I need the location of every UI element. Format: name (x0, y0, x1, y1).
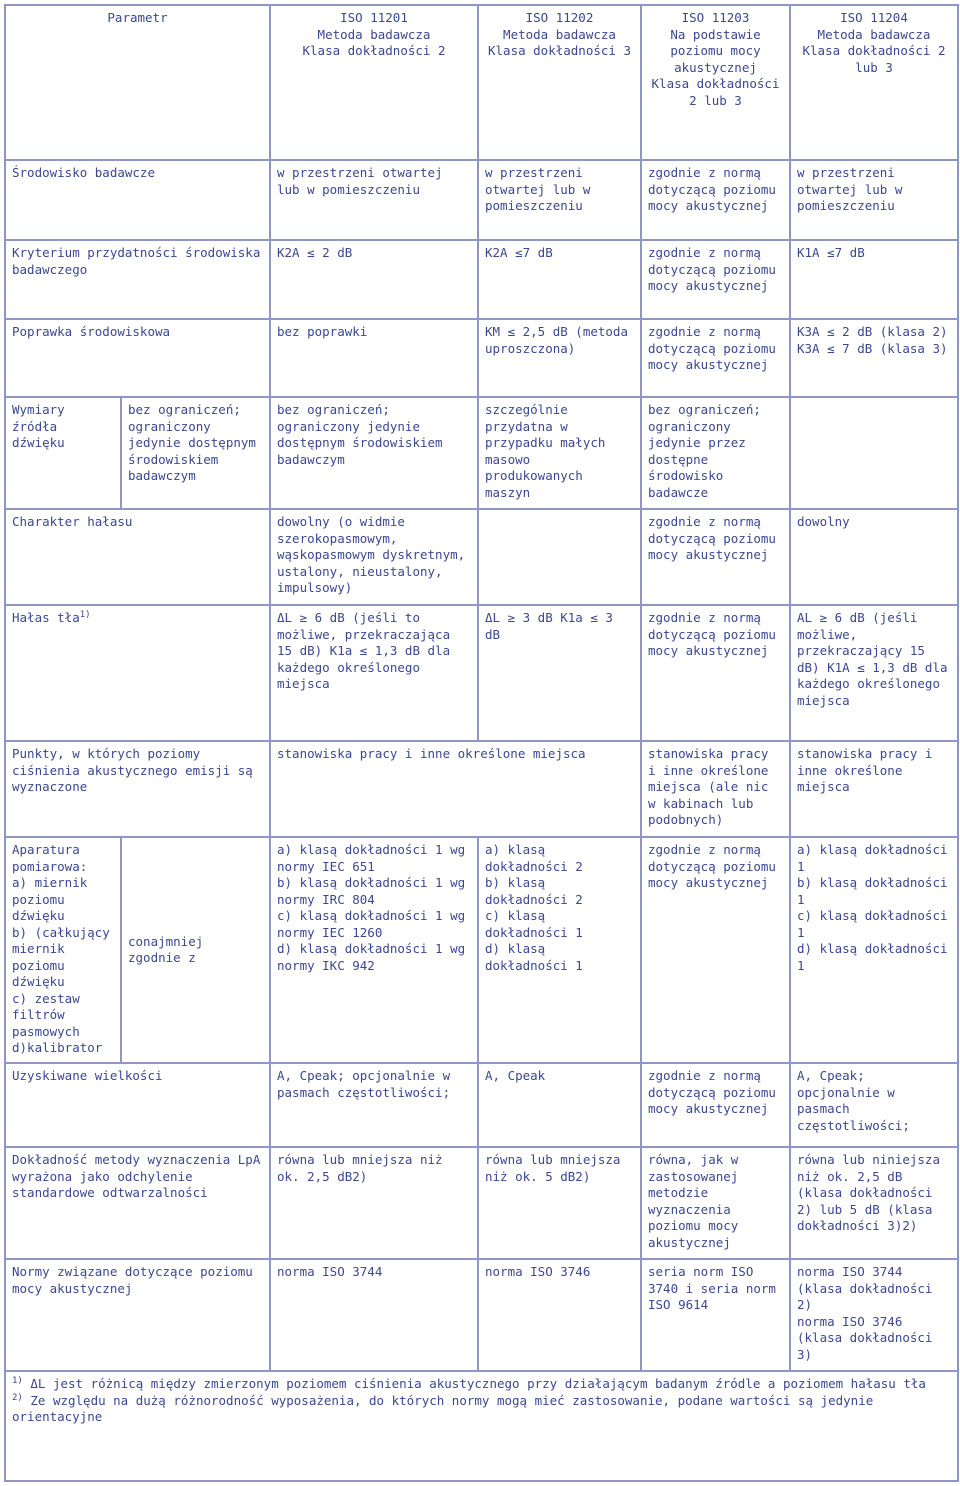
cell: seria norm ISO 3740 i seria norm ISO 9614 (641, 1259, 790, 1371)
row-label: Uzyskiwane wielkości (5, 1063, 270, 1147)
cell: A, Cpeak (478, 1063, 641, 1147)
cell: AL ≥ 6 dB (jeśli możliwe, przekraczający 15 dB) K1A ≤ 1,3 dB dla każdego określonego miejsca (790, 605, 958, 741)
footnote-2-mark: 2) (12, 1392, 23, 1403)
footnotes-row (5, 1371, 958, 1481)
cell: bez ograniczeń; ograniczony jedynie dostępnym środowiskiem badawczym (270, 397, 478, 509)
footnote-1-text: ΔL jest różnicą między zmierzonym poziomem ciśnienia akustycznego przy działającym badanym źródle a poziomem hałasu tła (30, 1376, 926, 1391)
cell: ΔL ≥ 3 dB K1a ≤ 3 dB (478, 605, 641, 741)
footnote-1 (12, 1376, 951, 1393)
cell: stanowiska pracy i inne określone miejsca (790, 741, 958, 837)
cell: zgodnie z normą dotyczącą poziomu mocy akustycznej (641, 509, 790, 605)
row-label: Kryterium przydatności środowiska badawczego (5, 240, 270, 319)
row-label: Środowisko badawcze (5, 160, 270, 240)
cell: bez ograniczeń; ograniczony jedynie przez dostępne środowisko badawcze (641, 397, 790, 509)
table-row (5, 1259, 958, 1371)
cell: KM ≤ 2,5 dB (metoda uproszczona) (478, 319, 641, 397)
cell: dowolny (790, 509, 958, 605)
cell: w przestrzeni otwartej lub w pomieszczeniu (478, 160, 641, 240)
table-row (5, 319, 958, 397)
cell: zgodnie z normą dotyczącą poziomu mocy akustycznej (641, 1063, 790, 1147)
footnote-ref: 1) (79, 609, 91, 620)
footnote-1-mark: 1) (12, 1375, 23, 1386)
row-label: Punkty, w których poziomy ciśnienia akustycznego emisji są wyznaczone (5, 741, 270, 837)
cell: norma ISO 3744 (270, 1259, 478, 1371)
header-parameter: Parametr (5, 5, 270, 160)
cell: K2A ≤7 dB (478, 240, 641, 319)
cell: bez poprawki (270, 319, 478, 397)
footnotes (5, 1371, 958, 1481)
table-row (5, 605, 958, 741)
cell: zgodnie z normą dotyczącą poziomu mocy akustycznej (641, 240, 790, 319)
cell: równa lub niniejsza niż ok. 2,5 dB (klasa dokładności 2) lub 5 dB (klasa dokładności 3)2) (790, 1147, 958, 1259)
cell: równa lub mniejsza niż ok. 2,5 dB2) (270, 1147, 478, 1259)
cell: a) klasą dokładności 1 wg normy IEC 651 b) klasą dokładności 1 wg normy IRC 804 c) klasą dokładności 1 wg normy IEC 1260 d) klasą dokładności 1 wg normy IKC 942 (270, 837, 478, 1063)
cell-empty (790, 397, 958, 509)
table-row (5, 509, 958, 605)
cell: równa, jak w zastosowanej metodzie wyznaczenia poziomu mocy akustycznej (641, 1147, 790, 1259)
cell: zgodnie z normą dotyczącą poziomu mocy akustycznej (641, 319, 790, 397)
footnote-2 (12, 1393, 951, 1426)
table-row (5, 837, 958, 1063)
cell: zgodnie z normą dotyczącą poziomu mocy akustycznej (641, 160, 790, 240)
cell-merged: stanowiska pracy i inne określone miejsca (270, 741, 641, 837)
row-label: Poprawka środowiskowa (5, 319, 270, 397)
cell: równa lub mniejsza niż ok. 5 dB2) (478, 1147, 641, 1259)
row-sublabel: conajmniej zgodnie z (121, 837, 270, 1063)
cell: w przestrzeni otwartej lub w pomieszczeniu (790, 160, 958, 240)
cell: K2A ≤ 2 dB (270, 240, 478, 319)
row-label: Normy związane dotyczące poziomu mocy akustycznej (5, 1259, 270, 1371)
cell: K3A ≤ 2 dB (klasa 2) K3A ≤ 7 dB (klasa 3) (790, 319, 958, 397)
header-iso-11203: ISO 11203 Na podstawie poziomu mocy akustycznej Klasa dokładności 2 lub 3 (641, 5, 790, 160)
cell: w przestrzeni otwartej lub w pomieszczeniu (270, 160, 478, 240)
cell: K1A ≤7 dB (790, 240, 958, 319)
table-row (5, 741, 958, 837)
cell: A, Cpeak; opcjonalnie w pasmach częstotliwości; (790, 1063, 958, 1147)
table-row (5, 397, 958, 509)
cell: ΔL ≥ 6 dB (jeśli to możliwe, przekraczająca 15 dB) K1a ≤ 1,3 dB dla każdego określonego miejsca (270, 605, 478, 741)
header-iso-11202: ISO 11202 Metoda badawcza Klasa dokładności 3 (478, 5, 641, 160)
cell: zgodnie z normą dotyczącą poziomu mocy akustycznej (641, 605, 790, 741)
table-row (5, 240, 958, 319)
footnote-2-text: Ze względu na dużą różnorodność wyposażenia, do których normy mogą mieć zastosowanie, podane wartości są jedynie orientacyjne (12, 1392, 874, 1424)
table-row (5, 1063, 958, 1147)
cell: zgodnie z normą dotyczącą poziomu mocy akustycznej (641, 837, 790, 1063)
row-sublabel: bez ograniczeń; ograniczony jedynie dostępnym środowiskiem badawczym (121, 397, 270, 509)
row-label: Aparatura pomiarowa: a) miernik poziomu dźwięku b) (całkujący miernik poziomu dźwięku c) zestaw filtrów pasmowych d)kalibrator (5, 837, 121, 1063)
table-row (5, 1147, 958, 1259)
row-label: Hałas tła$^{1)}$ (5, 605, 270, 741)
table-row (5, 160, 958, 240)
cell: A, Cpeak; opcjonalnie w pasmach częstotliwości; (270, 1063, 478, 1147)
row-label: Dokładność metody wyznaczenia LpA wyrażona jako odchylenie standardowe odtwarzalności (5, 1147, 270, 1259)
row-label: Charakter hałasu (5, 509, 270, 605)
cell: a) klasą dokładności 2 b) klasą dokładności 2 c) klasą dokładności 1 d) klasą dokładności 1 (478, 837, 641, 1063)
cell: szczególnie przydatna w przypadku małych masowo produkowanych maszyn (478, 397, 641, 509)
header-row (5, 5, 958, 160)
cell: norma ISO 3744 (klasa dokładności 2) norma ISO 3746 (klasa dokładności 3) (790, 1259, 958, 1371)
header-iso-11201: ISO 11201 Metoda badawcza Klasa dokładności 2 (270, 5, 478, 160)
cell: a) klasą dokładności 1 b) klasą dokładności 1 c) klasą dokładności 1 d) klasą dokładności 1 (790, 837, 958, 1063)
row-label: Wymiary źródła dźwięku (5, 397, 121, 509)
iso-comparison-table (4, 4, 959, 1482)
header-iso-11204: ISO 11204 Metoda badawcza Klasa dokładności 2 lub 3 (790, 5, 958, 160)
cell: stanowiska pracy i inne określone miejsca (ale nic w kabinach lub podobnych) (641, 741, 790, 837)
cell: dowolny (o widmie szerokopasmowym, wąskopasmowym dyskretnym, ustalony, nieustalony, impulsowy) (270, 509, 478, 605)
cell: norma ISO 3746 (478, 1259, 641, 1371)
cell-empty (478, 509, 641, 605)
